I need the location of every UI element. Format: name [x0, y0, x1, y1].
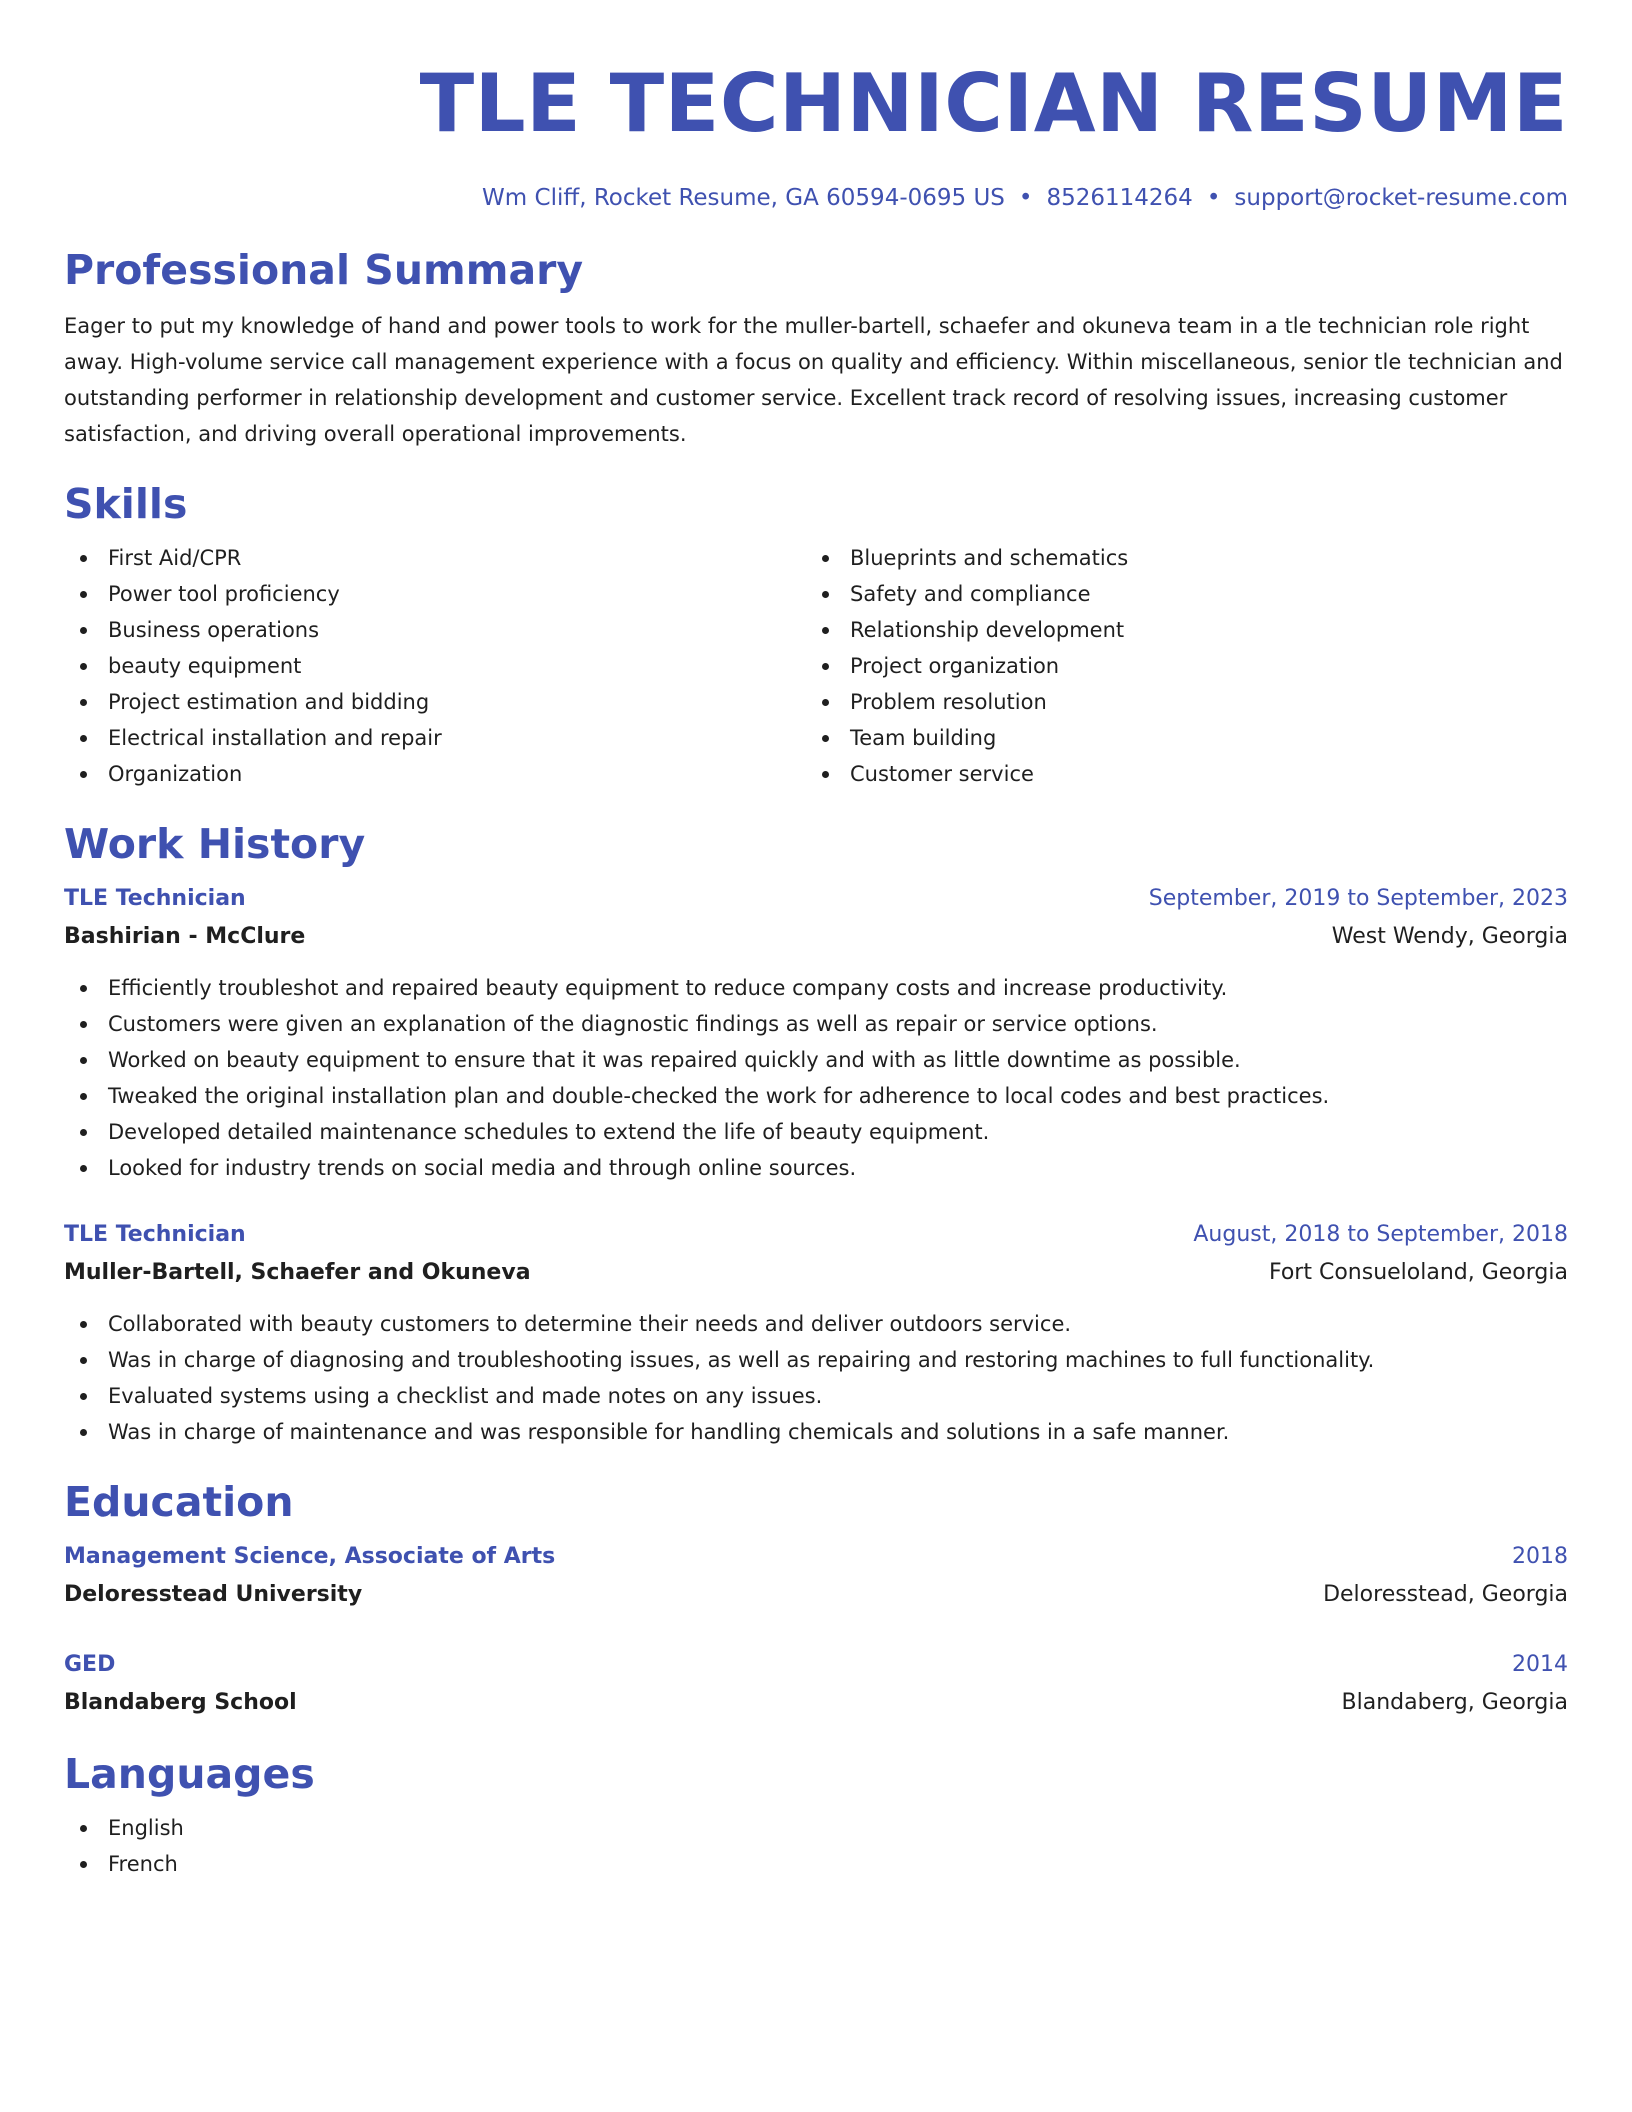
education-degree: Management Science, Associate of Arts [64, 1544, 556, 1569]
skill-item: Business operations [64, 612, 806, 648]
job-company-row [64, 1254, 1568, 1292]
job-bullet: Looked for industry trends on social media and through online sources. [64, 1150, 1568, 1186]
education-degree-row [64, 1538, 1568, 1576]
resume-page [64, 56, 1568, 1882]
job-bullet: Collaborated with beauty customers to determine their needs and deliver outdoors service. [64, 1306, 1568, 1342]
skill-item: First Aid/CPR [64, 540, 806, 576]
job-bullet: Efficiently troubleshot and repaired beauty equipment to reduce company costs and increase productivity. [64, 970, 1568, 1006]
job-company: Muller-Bartell, Schaefer and Okuneva [64, 1260, 531, 1285]
job-title-row [64, 880, 1568, 918]
job-bullet: Evaluated systems using a checklist and made notes on any issues. [64, 1378, 1568, 1414]
job-bullet: Was in charge of maintenance and was responsible for handling chemicals and solutions in a safe manner. [64, 1414, 1568, 1450]
skill-item: Power tool proficiency [64, 576, 806, 612]
skill-item: Team building [806, 720, 1548, 756]
job-bullets [64, 1306, 1568, 1450]
skill-item: Organization [64, 756, 806, 792]
language-item: English [64, 1810, 1568, 1846]
skills-section [64, 478, 1568, 792]
job-entry [64, 880, 1568, 1186]
resume-title: TLE TECHNICIAN RESUME [419, 57, 1568, 150]
language-item: French [64, 1846, 1568, 1882]
skill-item: Problem resolution [806, 684, 1548, 720]
contact-separator: • [1206, 185, 1221, 211]
education-school-row [64, 1576, 1568, 1614]
skills-list-right [806, 540, 1548, 792]
summary-section [64, 244, 1568, 452]
languages-heading: Languages [64, 1750, 315, 1798]
skill-item: Safety and compliance [806, 576, 1548, 612]
education-section [64, 1476, 1568, 1722]
job-bullet: Worked on beauty equipment to ensure that it was repaired quickly and with as little downtime as possible. [64, 1042, 1568, 1078]
job-entry [64, 1216, 1568, 1450]
summary-heading: Professional Summary [64, 246, 584, 294]
skill-item: Electrical installation and repair [64, 720, 806, 756]
skill-item: Project estimation and bidding [64, 684, 806, 720]
contact-email: support@rocket-resume.com [1234, 185, 1568, 211]
skill-item: Project organization [806, 648, 1548, 684]
education-entry [64, 1646, 1568, 1722]
job-dates: August, 2018 to September, 2018 [1193, 1222, 1568, 1247]
work-heading: Work History [64, 820, 366, 868]
skill-item: Blueprints and schematics [806, 540, 1548, 576]
job-title: TLE Technician [64, 886, 246, 911]
education-year: 2018 [1512, 1544, 1568, 1569]
job-title: TLE Technician [64, 1222, 246, 1247]
skills-grid [64, 540, 1568, 792]
job-location: Fort Consueloland, Georgia [1268, 1260, 1568, 1285]
education-location: Deloresstead, Georgia [1323, 1582, 1568, 1607]
job-company: Bashirian - McClure [64, 924, 306, 949]
contact-address: Wm Cliff, Rocket Resume, GA 60594-0695 US [482, 185, 1005, 211]
job-location: West Wendy, Georgia [1331, 924, 1568, 949]
education-school: Blandaberg School [64, 1690, 297, 1715]
education-degree-row [64, 1646, 1568, 1684]
education-location: Blandaberg, Georgia [1341, 1690, 1568, 1715]
skill-item: Relationship development [806, 612, 1548, 648]
contact-separator: • [1018, 185, 1033, 211]
job-bullet: Was in charge of diagnosing and troubleshooting issues, as well as repairing and restoring machines to full functionality. [64, 1342, 1568, 1378]
job-bullet: Developed detailed maintenance schedules to extend the life of beauty equipment. [64, 1114, 1568, 1150]
education-school: Deloresstead University [64, 1582, 363, 1607]
skill-item: Customer service [806, 756, 1548, 792]
summary-text: Eager to put my knowledge of hand and power tools to work for the muller-bartell, schaefer and okuneva team in a tle technician role right away. High-volume service call management experience with a focus on quality and efficiency. Within miscellaneous, senior tle technician and outstanding performer in relationship development and customer service. Excellent track record of resolving issues, increasing customer satisfaction, and driving overall operational improvements. [64, 314, 1563, 446]
job-dates: September, 2019 to September, 2023 [1148, 886, 1568, 911]
skills-list-left [64, 540, 806, 792]
skill-item: beauty equipment [64, 648, 806, 684]
education-degree: GED [64, 1652, 116, 1677]
education-heading: Education [64, 1478, 294, 1526]
job-bullet: Tweaked the original installation plan and double-checked the work for adherence to local codes and best practices. [64, 1078, 1568, 1114]
education-year: 2014 [1512, 1652, 1568, 1677]
job-bullet: Customers were given an explanation of the diagnostic findings as well as repair or service options. [64, 1006, 1568, 1042]
contact-phone: 8526114264 [1046, 185, 1193, 211]
skills-heading: Skills [64, 480, 188, 528]
job-company-row [64, 918, 1568, 956]
contact-line [64, 182, 1568, 214]
work-section [64, 818, 1568, 1450]
job-bullets [64, 970, 1568, 1186]
languages-section [64, 1748, 1568, 1882]
languages-list [64, 1810, 1568, 1882]
education-entry [64, 1538, 1568, 1614]
job-title-row [64, 1216, 1568, 1254]
education-school-row [64, 1684, 1568, 1722]
